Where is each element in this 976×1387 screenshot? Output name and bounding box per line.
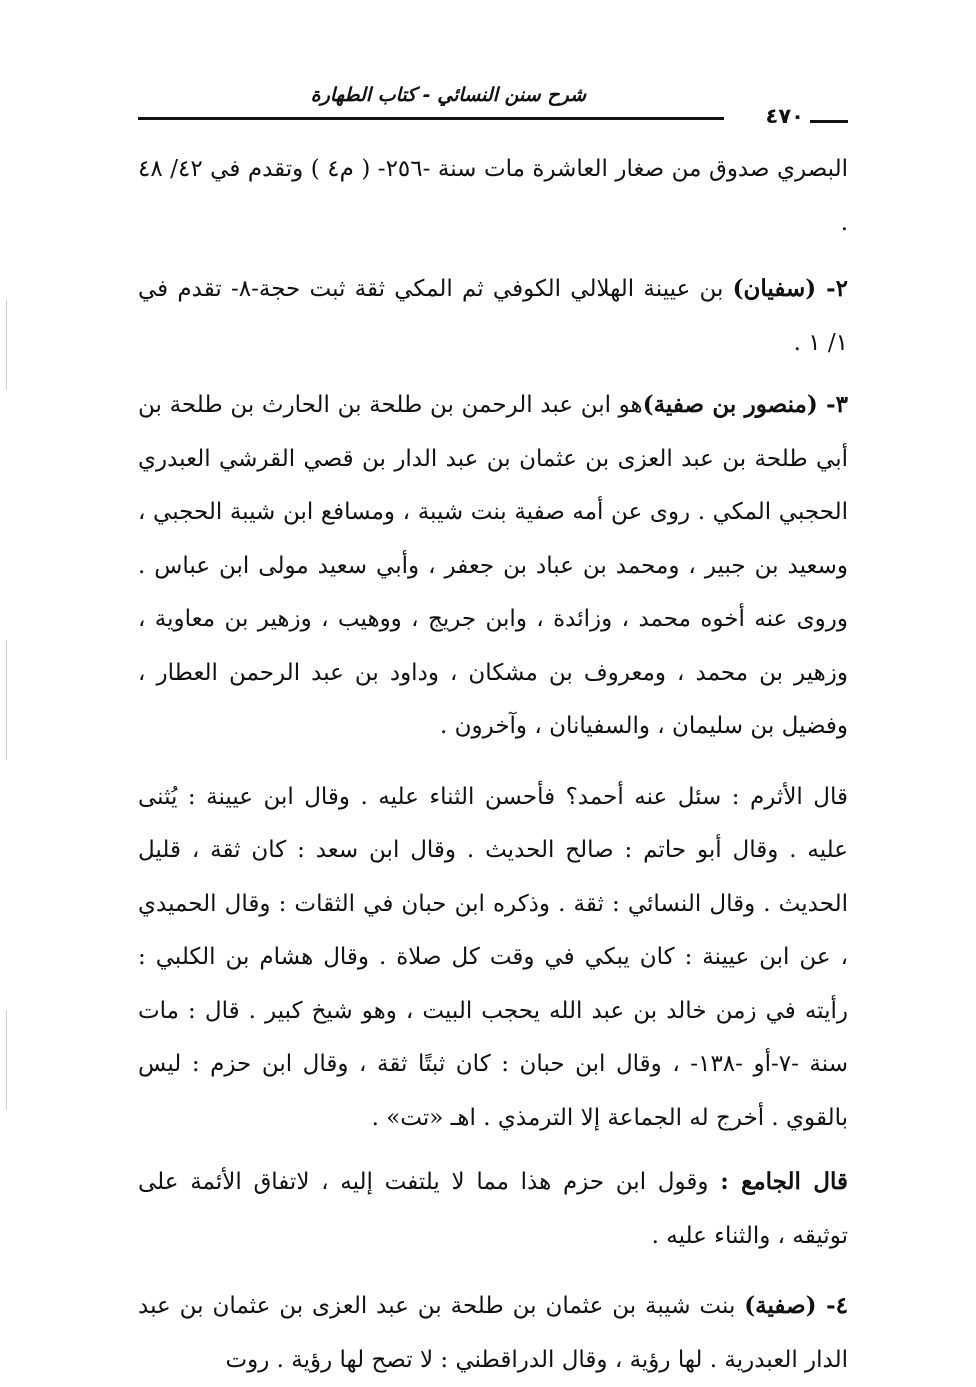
header-rule bbox=[138, 117, 724, 120]
paragraph-narrator-4 bbox=[138, 1279, 848, 1387]
paragraph-lead: قال الجامع : bbox=[720, 1168, 848, 1195]
paragraph-lead: ٢- (سفيان) bbox=[732, 275, 848, 302]
paragraph-text: هو ابن عبد الرحمن بن طلحة بن الحارث بن طلحة بن أبي طلحة بن عبد العزى بن عثمان بن عبد الدار بن قصي القرشي العبدري الحجبي المكي . روى عن أمه صفية بنت شيبة ، ومسافع ابن شيبة الحجبي ، وسعيد بن جبير ، ومحمد بن عباد بن جعفر ، وأبي سعيد مولى ابن عباس . وروى عنه أخوه محمد ، وزائدة ، وابن جريج ، ووهيب ، وزهير بن معاوية ، وزهير بن محمد ، ومعروف بن مشكان ، وداود بن عبد الرحمن العطار ، وفضيل بن سليمان ، والسفيانان ، وآخرون . bbox=[138, 392, 848, 739]
paragraph-text: بنت شيبة بن عثمان بن طلحة بن عبد العزى بن عثمان بن عبد الدار العبدرية . لها رؤية ، وقال الدراقطني : لا تصح لها رؤية . روت bbox=[138, 1293, 848, 1373]
page-body bbox=[138, 142, 848, 1387]
running-title: شرح سنن النسائي - كتاب الطهارة bbox=[310, 84, 586, 106]
paragraph-text: وقول ابن حزم هذا مما لا يلتفت إليه ، لاتفاق الأئمة على توثيقه ، والثناء عليه . bbox=[138, 1169, 848, 1249]
scan-edge-mark bbox=[6, 1010, 7, 1110]
paragraph-opinions bbox=[138, 770, 848, 1146]
paragraph-continuation bbox=[138, 142, 848, 250]
paragraph-lead: ٤- (صفية) bbox=[744, 1292, 848, 1319]
paragraph-text: بن عيينة الهلالي الكوفي ثم المكي ثقة ثبت حجة-٨- تقدم في ١/ ١ . bbox=[138, 276, 848, 356]
paragraph-text: البصري صدوق من صغار العاشرة مات سنة -٢٥٦- ( م٤ ) وتقدم في ٤٢/ ٤٨ . bbox=[138, 156, 848, 236]
paragraph-lead: ٣- (منصور بن صفية) bbox=[642, 391, 848, 418]
paragraph-narrator-2 bbox=[138, 262, 848, 370]
paragraph-text: قال الأثرم : سئل عنه أحمد؟ فأحسن الثناء عليه . وقال ابن عيينة : يُثنى عليه . وقال أبو حاتم : صالح الحديث . وقال ابن سعد : كان ثقة ، قليل الحديث . وقال النسائي : ثقة . وذكره ابن حبان في الثقات : وقال الحميدي ، عن ابن عيينة : كان يبكي في وقت كل صلاة . وقال هشام بن الكلبي : رأيته في زمن خالد بن عبد الله يحجب البيت ، وهو شيخ كبير . قال : مات سنة -٧-أو -١٣٨- ، وقال ابن حبان : كان ثبتًا ثقة ، وقال ابن حزم : ليس بالقوي . أخرج له الجماعة إلا الترمذي . اهـ «تت» . bbox=[138, 783, 848, 1131]
page-number: ٤٧٠ bbox=[765, 104, 804, 128]
scan-edge-mark bbox=[6, 300, 7, 390]
scan-edge-mark bbox=[6, 640, 7, 760]
page-header bbox=[138, 80, 848, 130]
page-number-rule bbox=[810, 120, 848, 123]
paragraph-compiler-note bbox=[138, 1155, 848, 1263]
paragraph-narrator-3 bbox=[138, 378, 848, 754]
